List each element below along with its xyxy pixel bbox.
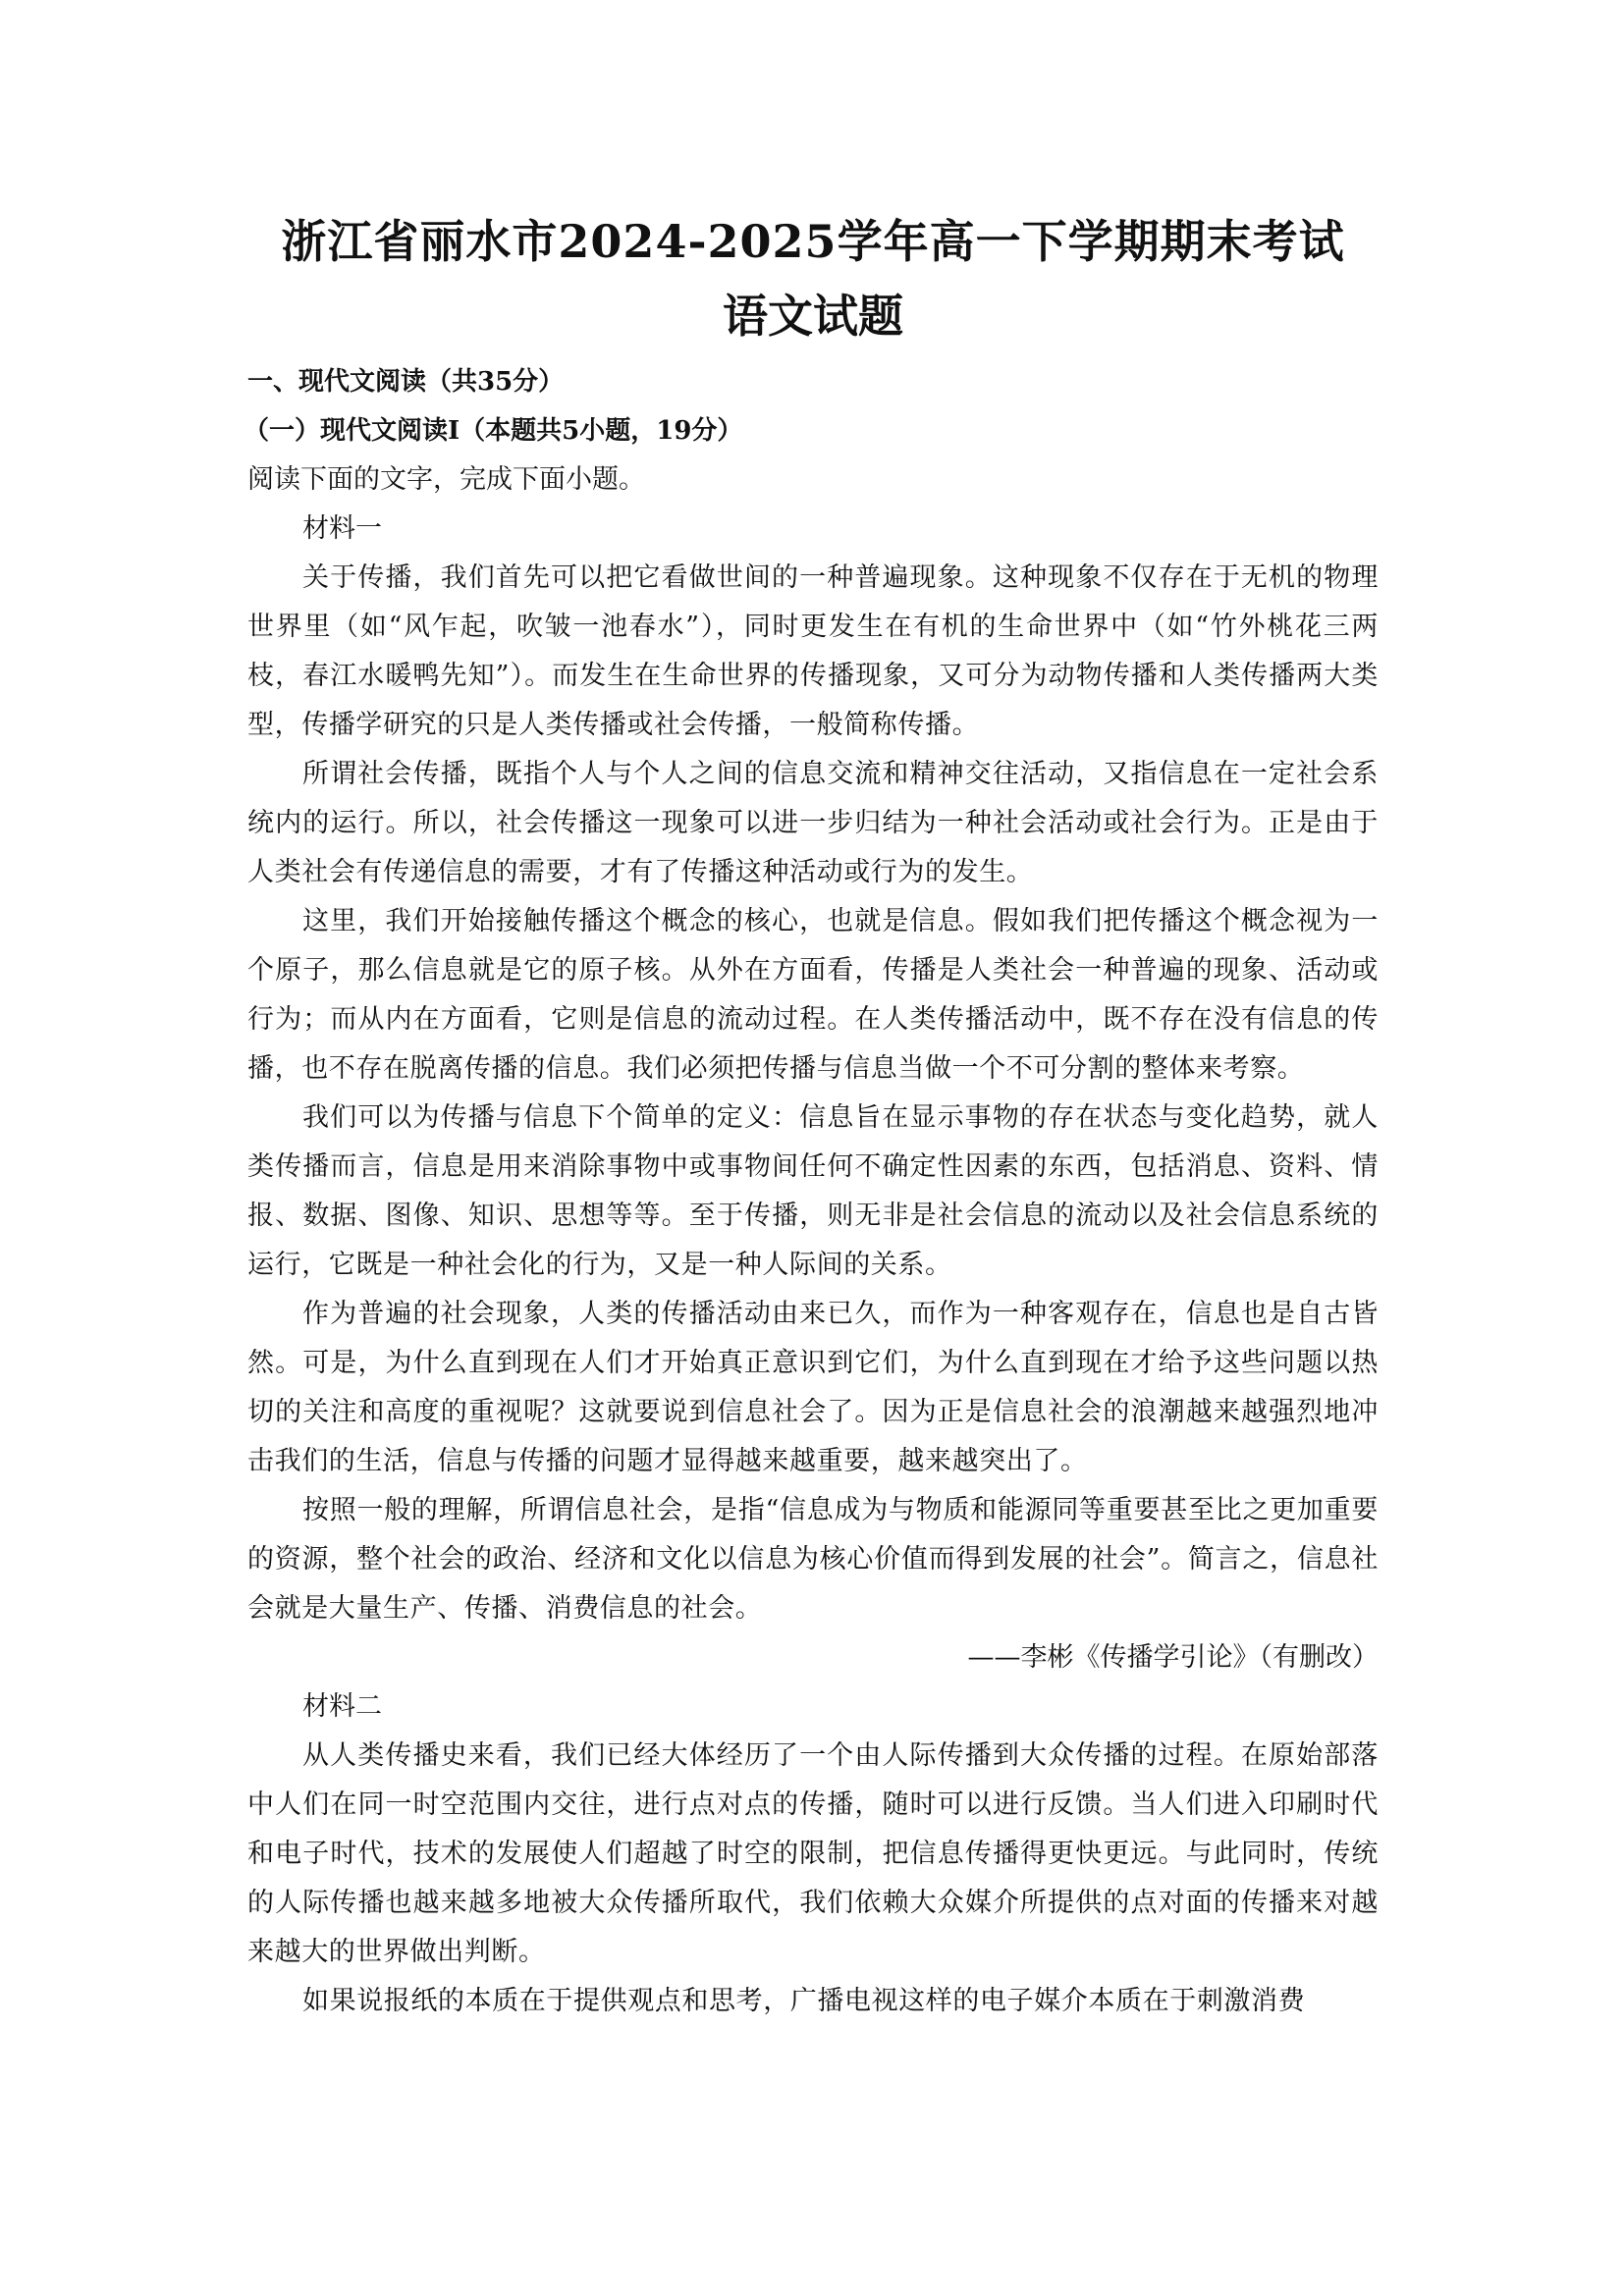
reading-instruction: 阅读下面的文字，完成下面小题。 [247,464,645,495]
material-1-paragraph: 所谓社会传播，既指个人与个人之间的信息交流和精神交往活动，又指信息在一定社会系统内的运行。所以，社会传播这一现象可以进一步归结为一种社会活动或社会行为。正是由于人类社会有传递信息的需要，才有了传播这种活动或行为的发生。 [247,759,1379,887]
material-1-source: ——李彬《传播学引论》（有删改） [967,1642,1379,1673]
material-1-paragraph: 作为普遍的社会现象，人类的传播活动由来已久，而作为一种客观存在，信息也是自古皆然。可是，为什么直到现在人们才开始真正意识到它们，为什么直到现在才给予这些问题以热切的关注和高度的重视呢？这就要说到信息社会了。因为正是信息社会的浪潮越来越强烈地冲击我们的生活，信息与传播的问题才显得越来越重要，越来越突出了。 [247,1299,1379,1476]
exam-title: 浙江省丽水市2024-2025学年高一下学期期末考试 [281,215,1345,268]
page-content [244,204,1379,2026]
material-2-paragraph: 从人类传播史来看，我们已经大体经历了一个由人际传播到大众传播的过程。在原始部落中人们在同一时空范围内交往，进行点对点的传播，随时可以进行反馈。当人们进入印刷时代和电子时代，技术的发展使人们超越了时空的限制，把信息传播得更快更远。与此同时，传统的人际传播也越来越多地被大众传播所取代，我们依赖大众媒介所提供的点对面的传播来对越来越大的世界做出判断。 [247,1740,1379,1967]
section-heading: 一、现代文阅读（共35分） [247,367,565,397]
material-1-paragraph: 我们可以为传播与信息下个简单的定义：信息旨在显示事物的存在状态与变化趋势，就人类传播而言，信息是用来消除事物中或事物间任何不确定性因素的东西，包括消息、资料、情报、数据、图像、知识、思想等等。至于传播，则无非是社会信息的流动以及社会信息系统的运行，它既是一种社会化的行为，又是一种人际间的关系。 [247,1102,1379,1280]
material-1-paragraph: 按照一般的理解，所谓信息社会，是指“信息成为与物质和能源同等重要甚至比之更加重要的资源，整个社会的政治、经济和文化以信息为核心价值而得到发展的社会”。简言之，信息社会就是大量生产、传播、消费信息的社会。 [247,1495,1379,1624]
material-2-paragraph: 如果说报纸的本质在于提供观点和思考，广播电视这样的电子媒介本质在于刺激消费 [302,1986,1306,2016]
material-2-label: 材料二 [302,1691,382,1722]
part-heading: （一）现代文阅读Ⅰ（本题共5小题，19分） [244,416,743,446]
material-1-label: 材料一 [302,513,382,544]
material-1-paragraph: 关于传播，我们首先可以把它看做世间的一种普遍现象。这种现象不仅存在于无机的物理世界里（如“风乍起，吹皱一池春水”），同时更发生在有机的生命世界中（如“竹外桃花三两枝，春江水暖鸭先知”）。而发生在生命世界的传播现象，又可分为动物传播和人类传播两大类型，传播学研究的只是人类传播或社会传播，一般简称传播。 [247,562,1379,740]
material-1-paragraph: 这里，我们开始接触传播这个概念的核心，也就是信息。假如我们把传播这个概念视为一个原子，那么信息就是它的原子核。从外在方面看，传播是人类社会一种普遍的现象、活动或行为；而从内在方面看，它则是信息的流动过程。在人类传播活动中，既不存在没有信息的传播，也不存在脱离传播的信息。我们必须把传播与信息当做一个不可分割的整体来考察。 [247,906,1379,1084]
exam-subtitle: 语文试题 [723,290,903,343]
